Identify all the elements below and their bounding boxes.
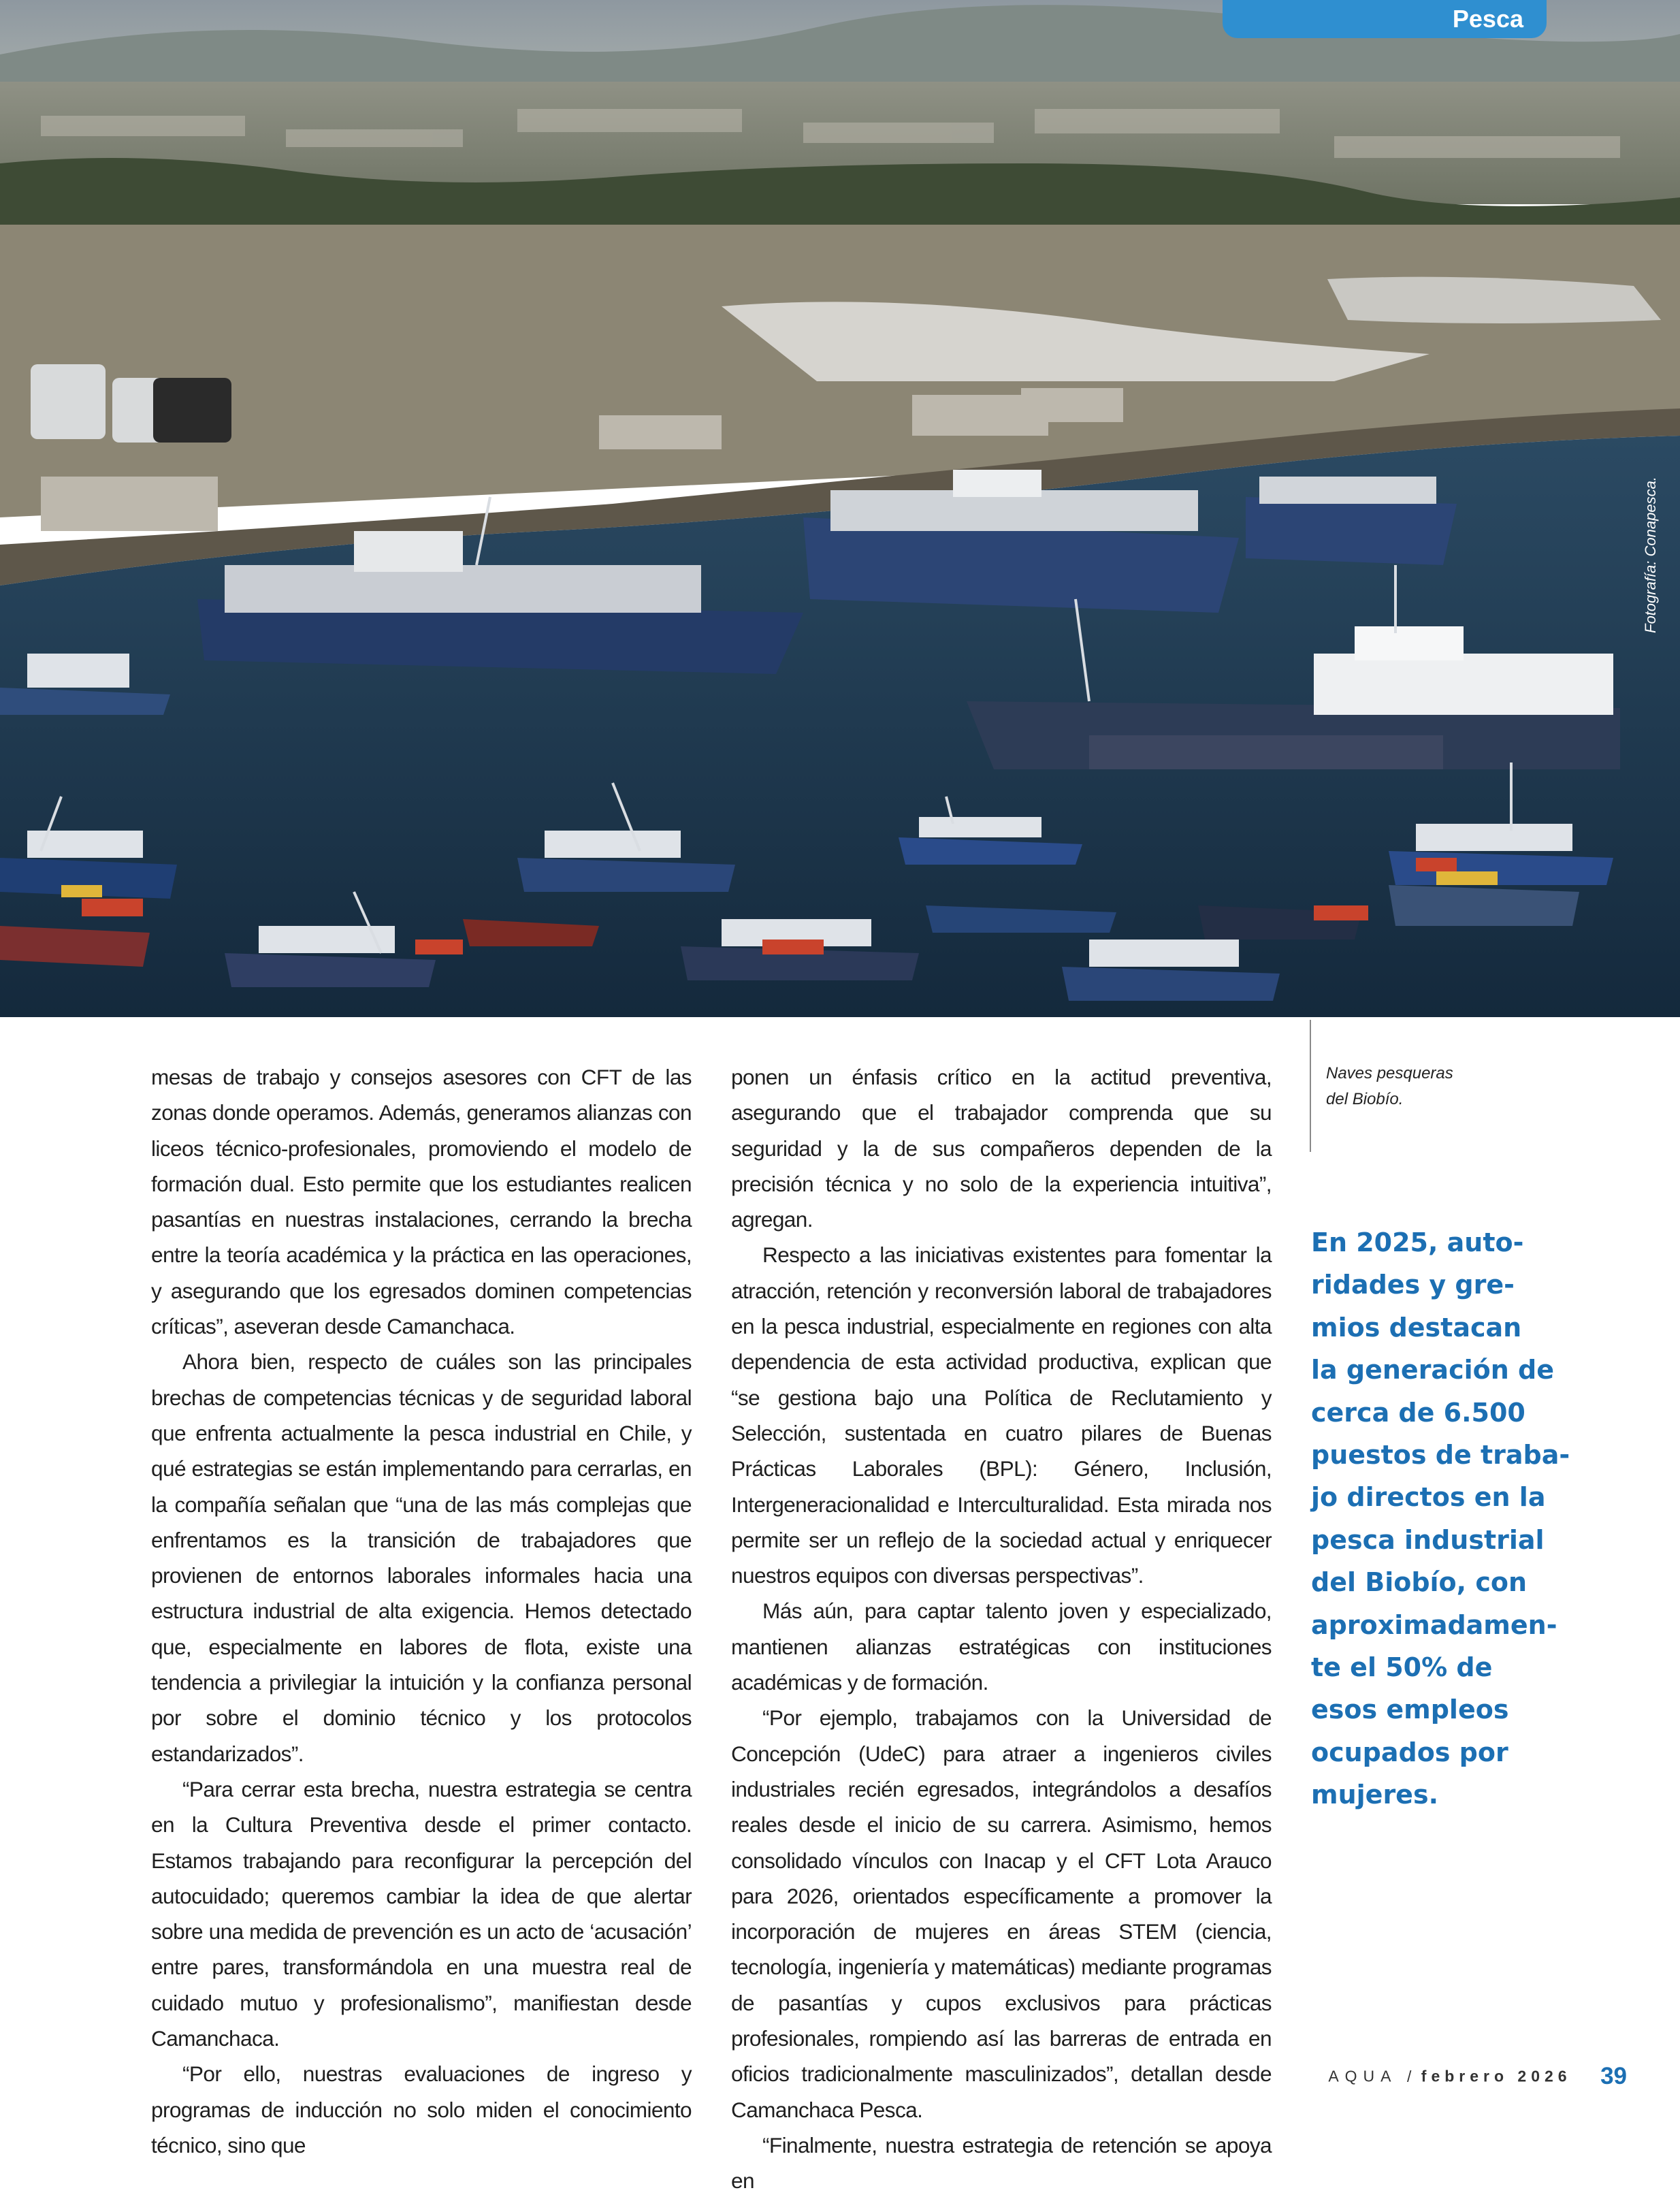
issue-date: febrero 2026 xyxy=(1421,2067,1572,2085)
photo-credit: Fotografía: Conapesca. xyxy=(1642,477,1659,633)
magazine-name: AQUA xyxy=(1328,2067,1398,2085)
pull-quote-line: jo directos en la xyxy=(1311,1482,1546,1513)
page-footer xyxy=(1280,2063,1627,2097)
pull-quote xyxy=(1311,1221,1583,1816)
page-number: 39 xyxy=(1600,2063,1627,2089)
footer-separator: / xyxy=(1406,2067,1412,2085)
pull-quote-line: mujeres. xyxy=(1311,1780,1439,1810)
pull-quote-line: ridades y gre- xyxy=(1311,1270,1515,1300)
pull-quote-line: aproximadamen- xyxy=(1311,1609,1557,1640)
pull-quote-line: En 2025, auto- xyxy=(1311,1227,1524,1257)
paragraph: “Finalmente, nuestra estrategia de retención se apoya en xyxy=(731,2132,1272,2194)
section-tab: Pesca xyxy=(1223,0,1547,38)
pull-quote-line: la generación de xyxy=(1311,1355,1554,1385)
photo-caption xyxy=(1326,1061,1483,1112)
paragraph: “Para cerrar esta brecha, nuestra estrategia se centra en la Cultura Preventiva desde el primer contacto. Estamos trabajando para reconfigurar la percepción del autocuidado; queremos cambiar la idea de que alertar sobre una medida de prevención es un acto de ‘acusación’ entre pares, transformándola en una muestra real de cuidado mutuo y profesionalismo”, manifiestan desde Camanchaca. xyxy=(151,1776,692,2051)
article-column-1 xyxy=(151,1059,692,2163)
caption-line: Naves pesqueras xyxy=(1326,1064,1453,1082)
paragraph: “Por ejemplo, trabajamos con la Universidad de Concepción (UdeC) para atraer a ingenieros civiles industriales recién egresados, integrándolos a desafíos reales desde el inicio de su carrera. Asimismo, hemos consolidado vínculos con Inacap y el CFT Lota Arauco para 2026, orientados específicamente a promover la incorporación de mujeres en áreas STEM (ciencia, tecnología, ingeniería y matemáticas) mediante programas de pasantías y cupos exclusivos para prácticas profesionales, rompiendo así las barreras de entrada en oficios tradicionalmente masculinizados”, detallan desde Camanchaca Pesca. xyxy=(731,1705,1272,2122)
paragraph: Ahora bien, respecto de cuáles son las principales brechas de competencias técnicas y de seguridad laboral que enfrenta actualmente la pesca industrial en Chile, y qué estrategias se están implementando para cerrarlas, en la compañía señalan que “una de las más complejas que enfrentamos es la transición de trabajadores que provienen de entornos laborales informales hacia una estructura industrial de alta exigencia. Hemos detectado que, especialmente en labores de flota, existe una tendencia a privilegiar la intuición y la confianza personal por sobre el dominio técnico y los protocolos estandarizados”. xyxy=(151,1349,692,1766)
pull-quote-line: esos empleos xyxy=(1311,1695,1509,1725)
harbor-photo xyxy=(0,0,1680,1017)
pull-quote-line: ocupados por xyxy=(1311,1737,1508,1767)
pull-quote-line: del Biobío, con xyxy=(1311,1567,1528,1598)
paragraph: Respecto a las iniciativas existentes para fomentar la atracción, retención y reconversión laboral de trabajadores en la pesca industrial, especialmente en regiones con alta dependencia de esta actividad productiva, explican que “se gestiona bajo una Política de Reclutamiento y Selección, sustentada en cuatro pilares de Buenas Prácticas Laborales (BPL): Género, Inclusión, Intergeneracionalidad e Interculturalidad. Esta mirada nos permite ser un reflejo de la sociedad actual y enriquecer nuestros equipos con diversas perspectivas”. xyxy=(731,1242,1272,1588)
pull-quote-line: te el 50% de xyxy=(1311,1652,1493,1683)
caption-divider xyxy=(1310,1020,1311,1152)
paragraph: “Por ello, nuestras evaluaciones de ingreso y programas de inducción no solo miden el conocimiento técnico, sino que xyxy=(151,2061,692,2157)
pull-quote-line: mios destacan xyxy=(1311,1312,1522,1343)
paragraph: Más aún, para captar talento joven y especializado, mantienen alianzas estratégicas con instituciones académicas y de formación. xyxy=(731,1599,1272,1695)
pull-quote-line: puestos de traba- xyxy=(1311,1440,1570,1471)
pull-quote-line: pesca industrial xyxy=(1311,1524,1545,1555)
caption-line: del Biobío. xyxy=(1326,1090,1404,1108)
article-column-2 xyxy=(731,1059,1272,2199)
pull-quote-line: cerca de 6.500 xyxy=(1311,1397,1525,1428)
paragraph: mesas de trabajo y consejos asesores con CFT de las zonas donde operamos. Además, generamos alianzas con liceos técnico-profesionales, promoviendo el modelo de formación dual. Esto permite que los estudiantes realicen pasantías en nuestras instalaciones, cerrando la brecha entre la teoría académica y la práctica en las operaciones, y asegurando que los egresados dominen competencias críticas”, aseveran desde Camanchaca. xyxy=(151,1065,692,1339)
paragraph: ponen un énfasis crítico en la actitud preventiva, asegurando que el trabajador comprenda que su seguridad y la de sus compañeros dependen de la precisión técnica y no solo de la experiencia intuitiva”, agregan. xyxy=(731,1065,1272,1232)
